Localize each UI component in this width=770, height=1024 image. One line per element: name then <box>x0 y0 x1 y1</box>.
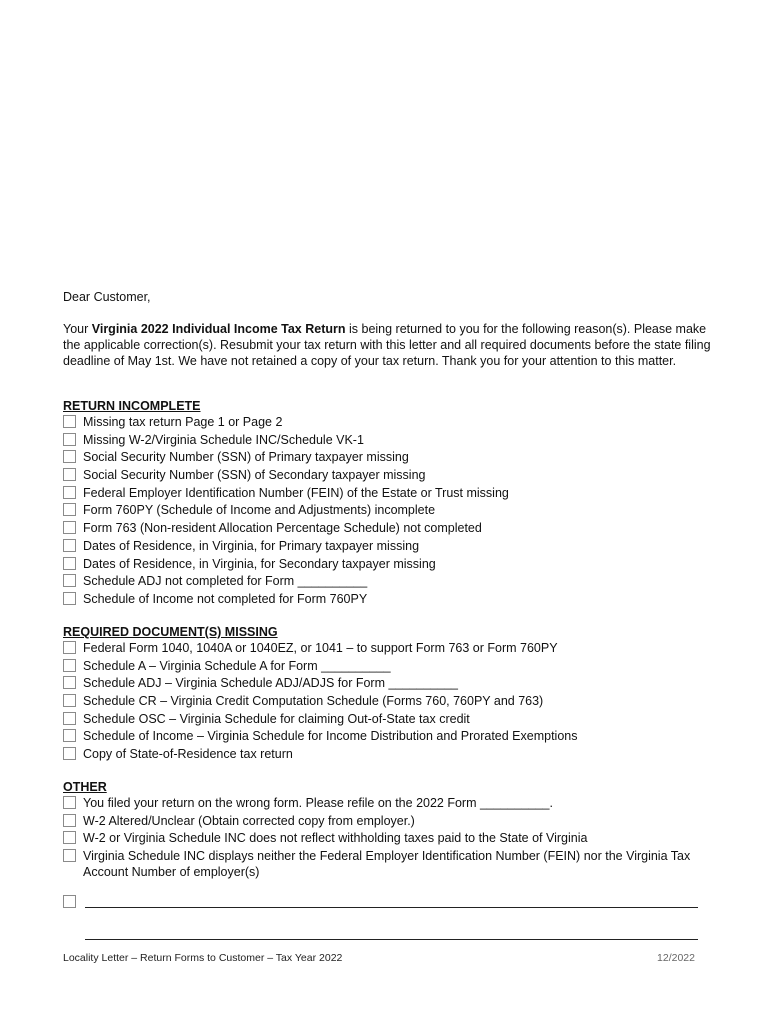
checkbox[interactable] <box>63 415 76 428</box>
checklist-item-label: Schedule of Income – Virginia Schedule for Income Distribution and Prorated Exemptions <box>83 729 578 744</box>
checkbox[interactable] <box>63 676 76 689</box>
checklist-item <box>63 728 723 746</box>
footer-title: Locality Letter – Return Forms to Customer – Tax Year 2022 <box>63 952 343 964</box>
checklist-item-label: Virginia Schedule INC displays neither the Federal Employer Identification Number (FEIN) nor the Virginia Tax Account Number of employer(s) <box>83 849 691 880</box>
intro-paragraph <box>63 321 713 369</box>
checkbox[interactable] <box>63 796 76 809</box>
section-other <box>63 779 723 940</box>
checklist-item <box>63 746 723 764</box>
checkbox[interactable] <box>63 592 76 605</box>
checklist-item-label: Missing tax return Page 1 or Page 2 <box>83 415 283 429</box>
checklist-item-label: Schedule CR – Virginia Credit Computation Schedule (Forms 760, 760PY and 763) <box>83 694 544 709</box>
checklist-item-label: Dates of Residence, in Virginia, for Primary taxpayer missing <box>83 538 420 553</box>
checkbox[interactable] <box>63 521 76 534</box>
intro-bold-title: Virginia 2022 Individual Income Tax Return <box>91 322 346 336</box>
checklist-item <box>63 414 723 432</box>
checkbox[interactable] <box>63 574 76 587</box>
checklist-item <box>63 813 723 831</box>
salutation: Dear Customer, <box>63 290 151 304</box>
checkbox[interactable] <box>63 831 76 844</box>
checklist-item-label: Federal Employer Identification Number (FEIN) of the Estate or Trust missing <box>83 485 509 500</box>
checkbox[interactable] <box>63 433 76 446</box>
checkbox[interactable] <box>63 729 76 742</box>
footer-date: 12/2022 <box>657 952 695 964</box>
checklist-item <box>63 693 723 711</box>
checklist-item-label: Schedule OSC – Virginia Schedule for claiming Out-of-State tax credit <box>83 711 470 726</box>
checkbox[interactable] <box>63 468 76 481</box>
checkbox[interactable] <box>63 694 76 707</box>
checklist-item-label: Schedule A – Virginia Schedule A for Form __________ <box>83 658 391 673</box>
checklist-item <box>63 502 723 520</box>
checklist-item-label: Schedule ADJ – Virginia Schedule ADJ/ADJS for Form __________ <box>83 676 458 691</box>
checkbox[interactable] <box>63 895 76 908</box>
checkbox[interactable] <box>63 849 76 862</box>
checklist-item <box>63 449 723 467</box>
checkbox[interactable] <box>63 557 76 570</box>
checklist-item <box>63 640 723 658</box>
write-in-line[interactable] <box>85 897 698 908</box>
checklist-item <box>63 467 723 485</box>
checklist-item <box>63 520 723 538</box>
checklist-item-label: W-2 or Virginia Schedule INC does not reflect withholding taxes paid to the State of Virginia <box>83 831 588 846</box>
checklist-item-label: W-2 Altered/Unclear (Obtain corrected copy from employer.) <box>83 813 415 828</box>
checklist-item-label: You filed your return on the wrong form. Please refile on the 2022 Form __________. <box>83 796 553 810</box>
checklist-item-label: Copy of State-of-Residence tax return <box>83 747 293 762</box>
checkbox[interactable] <box>63 450 76 463</box>
other-write-in-row-2 <box>85 924 723 940</box>
checkbox[interactable] <box>63 712 76 725</box>
checkbox[interactable] <box>63 486 76 499</box>
checklist-item-label: Federal Form 1040, 1040A or 1040EZ, or 1041 – to support Form 763 or Form 760PY <box>83 641 558 655</box>
checklist-item <box>63 658 723 676</box>
checkbox[interactable] <box>63 503 76 516</box>
section-return-incomplete <box>63 398 723 609</box>
section-title-other: OTHER <box>63 780 107 794</box>
checklist-item <box>63 556 723 574</box>
intro-suffix: is being returned to you for the following reason(s). Please make the applicable correction(s). Resubmit your tax return with this letter and all required documents before the state filing deadline of May 1st. We have not retained a copy of your tax return. Thank you for your attention to this matter. <box>63 322 711 368</box>
checkbox[interactable] <box>63 641 76 654</box>
write-in-line[interactable] <box>85 929 698 940</box>
checklist-item <box>63 795 723 813</box>
section-title-required-documents: REQUIRED DOCUMENT(S) MISSING <box>63 625 278 639</box>
checklist-item <box>63 711 723 729</box>
checklist-item <box>63 538 723 556</box>
checkbox[interactable] <box>63 814 76 827</box>
checklist-item-label: Schedule of Income not completed for Form 760PY <box>83 591 368 606</box>
checklist-item <box>63 573 723 591</box>
checkbox[interactable] <box>63 747 76 760</box>
checkbox[interactable] <box>63 659 76 672</box>
section-required-documents <box>63 624 723 764</box>
checklist-item <box>63 830 723 848</box>
checklist-item <box>63 675 723 693</box>
checklist-item-label: Social Security Number (SSN) of Primary taxpayer missing <box>83 450 409 465</box>
page-footer <box>63 952 695 964</box>
checklist-item-label: Missing W-2/Virginia Schedule INC/Schedule VK-1 <box>83 432 364 447</box>
checklist-item-label: Social Security Number (SSN) of Secondary taxpayer missing <box>83 468 426 483</box>
checklist-item-label: Schedule ADJ not completed for Form __________ <box>83 574 368 589</box>
checklist-item-label: Dates of Residence, in Virginia, for Secondary taxpayer missing <box>83 556 436 571</box>
intro-prefix: Your <box>63 322 92 336</box>
section-title-return-incomplete: RETURN INCOMPLETE <box>63 399 201 413</box>
checklist-item <box>63 432 723 450</box>
checklist-item <box>63 591 723 609</box>
checklist-item-label: Form 760PY (Schedule of Income and Adjustments) incomplete <box>83 503 436 518</box>
checklist-item <box>63 848 723 880</box>
other-write-in-row <box>63 892 723 908</box>
checkbox[interactable] <box>63 539 76 552</box>
checklist-item-label: Form 763 (Non-resident Allocation Percentage Schedule) not completed <box>83 521 482 536</box>
checklist-item <box>63 485 723 503</box>
